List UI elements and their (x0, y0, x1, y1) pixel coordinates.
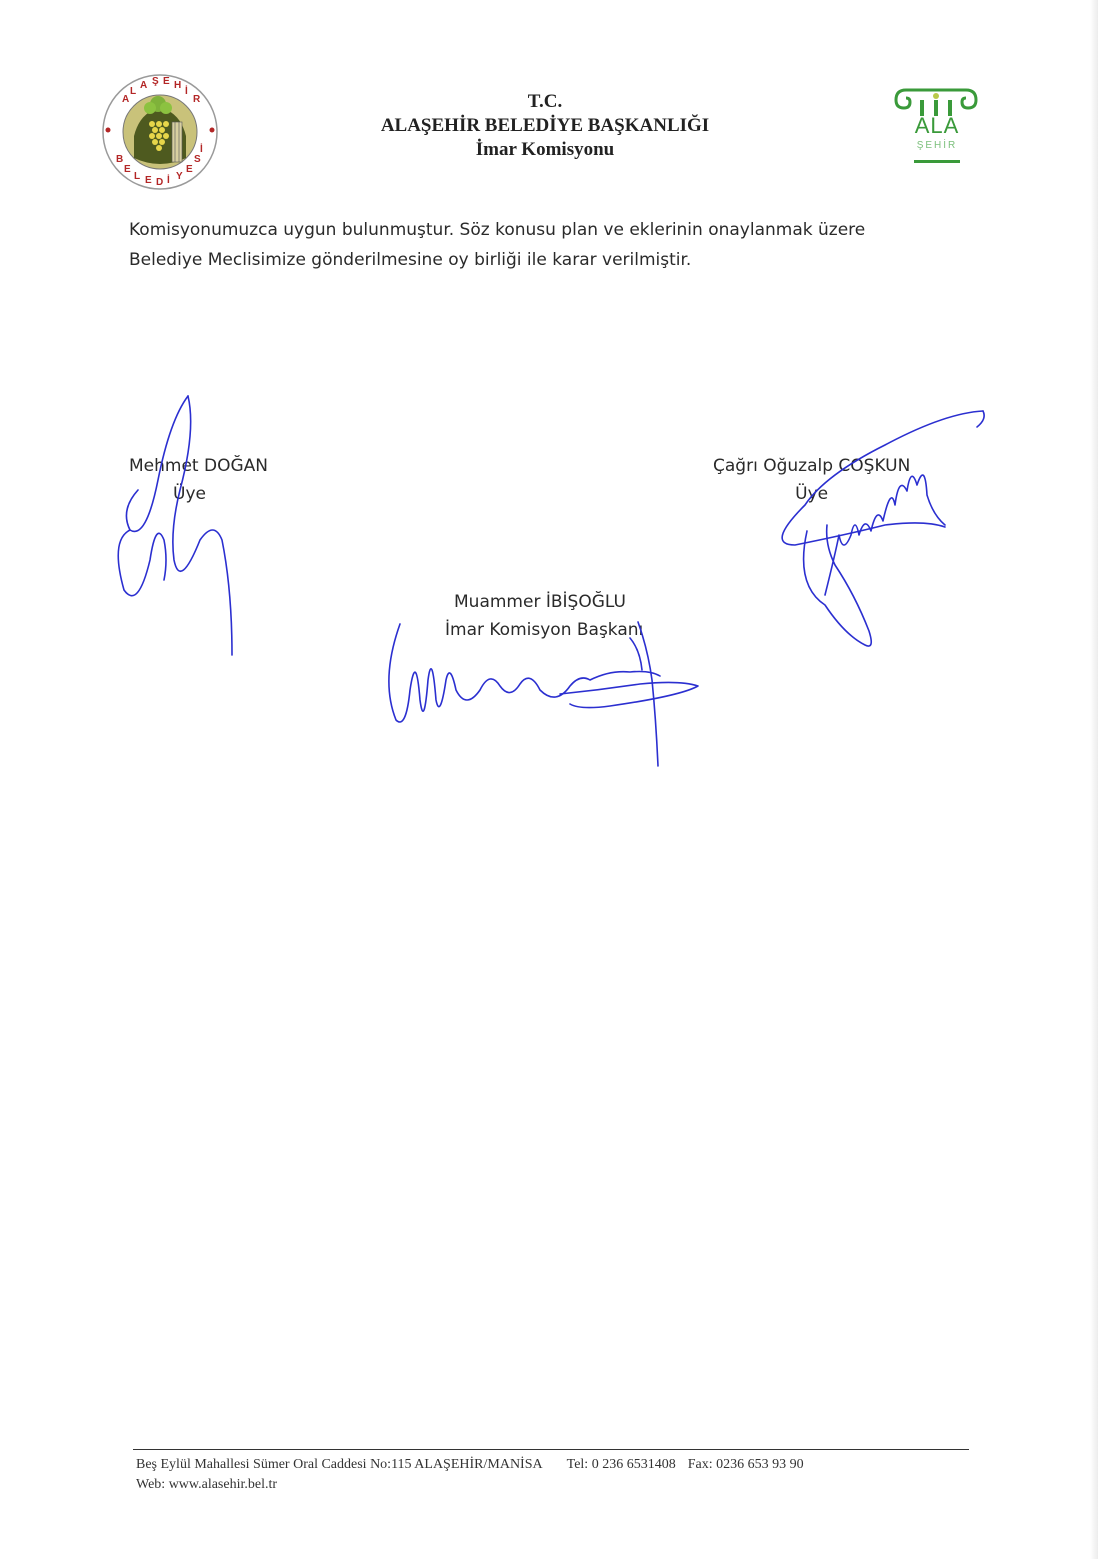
ala-logo-subtext: ŞEHİR (916, 140, 958, 151)
signatory-name: Mehmet DOĞAN (129, 456, 268, 476)
signature-2 (765, 405, 990, 655)
footer-fax: Fax: 0236 653 93 90 (687, 1457, 804, 1472)
seal-ring-text: A L A Ş E H İ R B E L E D İ Y E S İ (116, 76, 203, 188)
signature-1 (110, 390, 250, 660)
decision-line-1: Komisyonumuzca uygun bulunmuştur. Söz konusu plan ve eklerinin onaylanmak üzere (129, 220, 866, 240)
footer-tel: Tel: 0 236 6531408 (566, 1457, 676, 1472)
signature-3 (380, 610, 720, 770)
footer-address: Beş Eylül Mahallesi Sümer Oral Caddesi No:115 ALAŞEHİR/MANİSA (136, 1457, 543, 1472)
signatory-role: İmar Komisyon Başkanı (445, 620, 644, 640)
footer (136, 1455, 976, 1495)
signatory-role: Üye (795, 484, 829, 504)
signatory-name: Muammer İBİŞOĞLU (454, 592, 626, 612)
page-edge (1090, 0, 1098, 1559)
header-commission: İmar Komisyonu (475, 139, 615, 160)
header-institution: ALAŞEHİR BELEDİYE BAŞKANLIĞI (380, 115, 710, 136)
decision-text (129, 215, 929, 275)
letterhead (300, 90, 790, 162)
decision-line-2: Belediye Meclisimize gönderilmesine oy birliği ile karar verilmiştir. (129, 250, 692, 270)
header-tc: T.C. (527, 91, 563, 112)
footer-web: Web: www.alasehir.bel.tr (136, 1477, 278, 1492)
ala-sehir-logo (890, 86, 982, 166)
ala-logo-text: ALA (914, 113, 960, 138)
signatory-role: Üye (173, 484, 206, 504)
footer-divider (133, 1449, 969, 1450)
signatory-name: Çağrı Oğuzalp COŞKUN (713, 456, 911, 476)
